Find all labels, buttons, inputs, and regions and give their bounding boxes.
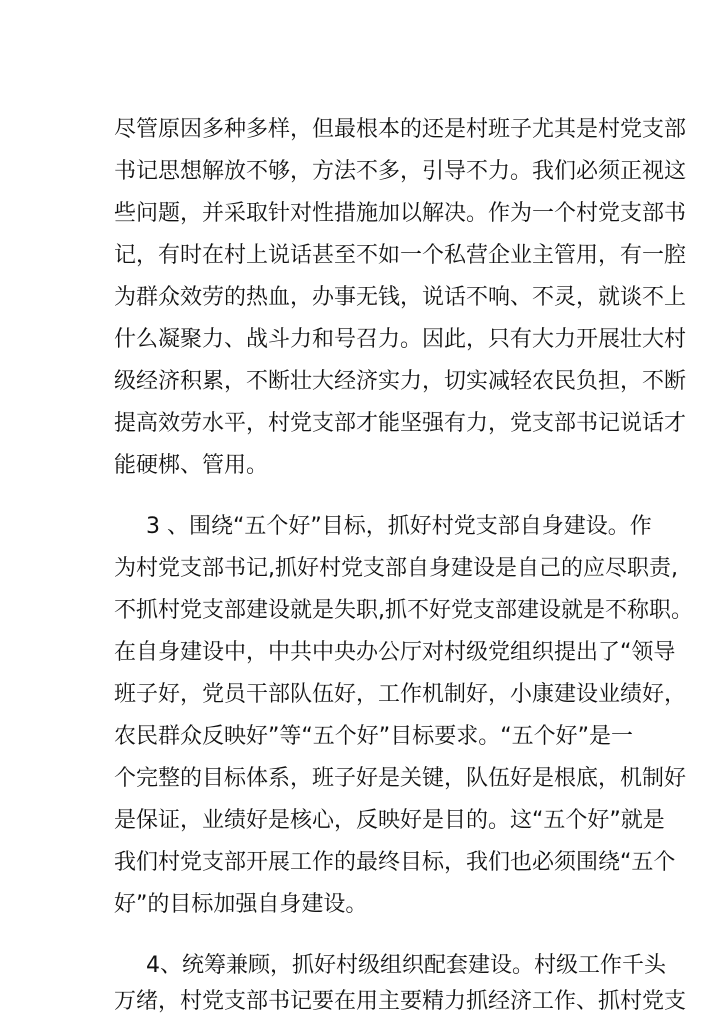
text-line: 级经济积累，不断壮大经济实力，切实减轻农民负担，不断: [114, 369, 687, 394]
text-line: 3 、围绕“五个好”目标，抓好村党支部自身建设。作: [146, 514, 652, 539]
text-line: 能硬梆、管用。: [114, 453, 269, 478]
text-line: 书记思想解放不够，方法不多，引导不力。我们必须正视这: [114, 159, 687, 184]
text-line: 是保证，业绩好是核心，反映好是目的。这“五个好”就是: [114, 808, 665, 833]
text-line: 不抓村党支部建设就是失职,抓不好党支部建设就是不称职。: [114, 598, 693, 623]
text-line: 农民群众反映好”等“五个好”目标要求。“五个好”是一: [114, 724, 633, 749]
text-line: 为村党支部书记,抓好村党支部自身建设是自己的应尽职责,: [114, 556, 678, 581]
text-line: 些问题，并采取针对性措施加以解决。作为一个村党支部书: [114, 201, 687, 226]
text-line: 个完整的目标体系，班子好是关键，队伍好是根底，机制好: [114, 766, 687, 791]
text-line: 4、统筹兼顾，抓好村级组织配套建设。村级工作千头: [146, 953, 666, 978]
text-line: 提高效劳水平，村党支部才能坚强有力，党支部书记说话才: [114, 411, 687, 436]
text-line: 好”的目标加强自身建设。: [114, 892, 368, 917]
text-line: 班子好，党员干部队伍好，工作机制好，小康建设业绩好，: [114, 682, 687, 707]
text-line: 什么凝聚力、战斗力和号召力。因此，只有大力开展壮大村: [114, 327, 687, 352]
text-line: 在自身建设中，中共中央办公厅对村级党组织提出了“领导: [114, 640, 676, 665]
text-line: 记，有时在村上说话甚至不如一个私营企业主管用，有一腔: [114, 243, 687, 268]
text-line: 我们村党支部开展工作的最终目标，我们也必须围绕“五个: [114, 850, 676, 875]
text-line: 万绪，村党支部书记要在用主要精力抓经济工作、抓村党支: [114, 989, 687, 1014]
text-line: 为群众效劳的热血，办事无钱，说话不响、不灵，就谈不上: [114, 285, 687, 310]
text-line: 尽管原因多种多样，但最根本的还是村班子尤其是村党支部: [114, 117, 687, 142]
